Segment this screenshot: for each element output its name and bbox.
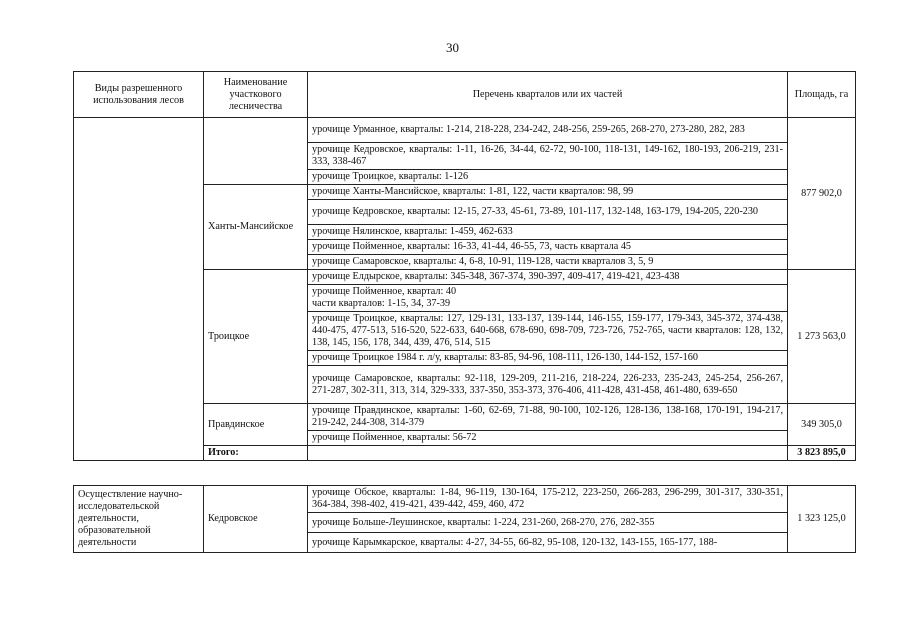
quarters-cell: урочище Урманное, кварталы: 1-214, 218-228, 234-242, 248-256, 259-265, 268-270, 273-280, 282, 283 [308, 118, 788, 143]
quarters-cell: урочище Карымкарское, кварталы: 4-27, 34-55, 66-82, 95-108, 120-132, 143-155, 165-177, 188- [308, 533, 788, 553]
quarters-cell: урочище Троицкое 1984 г. л/у, кварталы: 83-85, 94-96, 108-111, 126-130, 144-152, 157-160 [308, 351, 788, 366]
quarters-cell: урочище Пойменное, кварталы: 16-33, 41-44, 46-55, 73, часть квартала 45 [308, 240, 788, 255]
district-name-pravdinskoe: Правдинское [204, 404, 308, 446]
area-cell: 1 323 125,0 [788, 486, 856, 553]
district-name-troitskoe: Троицкое [204, 270, 308, 404]
quarters-cell: урочище Троицкое, кварталы: 1-126 [308, 170, 788, 185]
page-number: 30 [446, 40, 459, 55]
quarters-cell: урочище Самаровское, кварталы: 92-118, 129-209, 211-216, 218-224, 226-233, 235-243, 245-254, 256-267, 271-287, 302-311, 313, 314, 329-333, 337-350, 353-373, 376-406, 411-428, 431-458, 461-480, 639-650 [308, 366, 788, 404]
header-area: Площадь, га [788, 72, 856, 118]
forest-use-table-section2 [73, 485, 856, 553]
district-name-khanty-mansiyskoe: Ханты-Мансийское [204, 185, 308, 270]
table-row [74, 486, 856, 513]
forest-use-table [73, 71, 856, 461]
table-row [74, 118, 856, 143]
area-cell: 877 902,0 [788, 118, 856, 270]
use-type-research: Осуществление научно-исследовательской деятельности, образовательной деятельности [74, 486, 204, 553]
area-cell: 349 305,0 [788, 404, 856, 446]
quarters-cell: урочище Правдинское, кварталы: 1-60, 62-69, 71-88, 90-100, 102-126, 128-136, 138-168, 170-191, 194-217, 219-242, 244-308, 314-379 [308, 404, 788, 431]
quarters-cell: урочище Самаровское, кварталы: 4, 6-8, 10-91, 119-128, части кварталов 3, 5, 9 [308, 255, 788, 270]
total-area: 3 823 895,0 [788, 446, 856, 461]
use-type-cell-continued [74, 118, 204, 461]
area-cell: 1 273 563,0 [788, 270, 856, 404]
district-name-kedrovskoe: Кедровское [204, 486, 308, 553]
header-use-types: Виды разрешенного использования лесов [74, 72, 204, 118]
quarters-cell [308, 285, 788, 312]
quarters-cell: урочище Обское, кварталы: 1-84, 96-119, 130-164, 175-212, 223-250, 266-283, 296-299, 301-317, 330-351, 364-384, 398-402, 419-421, 439-442, 459, 460, 472 [308, 486, 788, 513]
header-district-name: Наименование участкового лесничества [204, 72, 308, 118]
quarters-cell: урочище Пойменное, кварталы: 56-72 [308, 431, 788, 446]
quarters-line: урочище Пойменное, квартал: 40 [312, 286, 457, 297]
quarters-cell: урочище Ханты-Мансийское, кварталы: 1-81, 122, части кварталов: 98, 99 [308, 185, 788, 200]
quarters-line: части кварталов: 1-15, 34, 37-39 [312, 298, 451, 309]
quarters-cell: урочище Нялинское, кварталы: 1-459, 462-633 [308, 225, 788, 240]
quarters-cell: урочище Елдырское, кварталы: 345-348, 367-374, 390-397, 409-417, 419-421, 423-438 [308, 270, 788, 285]
quarters-cell: урочище Кедровское, кварталы: 12-15, 27-33, 45-61, 73-89, 101-117, 132-148, 163-179, 194-205, 220-230 [308, 200, 788, 225]
table-header-row [74, 72, 856, 118]
total-empty-cell [308, 446, 788, 461]
district-cell-continued [204, 118, 308, 185]
quarters-cell: урочище Больше-Леушинское, кварталы: 1-224, 231-260, 268-270, 276, 282-355 [308, 513, 788, 533]
quarters-cell: урочище Троицкое, кварталы: 127, 129-131, 133-137, 139-144, 146-155, 159-177, 179-343, 345-372, 374-438, 440-475, 477-513, 516-520, 522-633, 640-668, 678-690, 698-709, 723-726, 752-765, части кварталов: 128, 132, 138, 145, 156, 178, 344, 439, 476, 514, 515 [308, 312, 788, 351]
quarters-cell: урочище Кедровское, кварталы: 1-11, 16-26, 34-44, 62-72, 90-100, 118-131, 149-162, 180-193, 206-219, 231-333, 338-467 [308, 143, 788, 170]
total-label: Итого: [204, 446, 308, 461]
header-quarters-list: Перечень кварталов или их частей [308, 72, 788, 118]
